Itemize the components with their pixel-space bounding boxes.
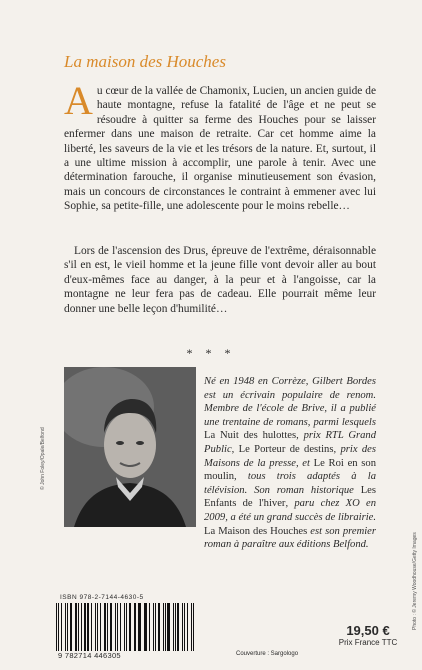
barcode-bar <box>126 603 127 651</box>
barcode-bar <box>149 603 150 651</box>
barcode-bar <box>124 603 125 651</box>
barcode-bar <box>144 603 145 651</box>
barcode <box>56 603 196 651</box>
barcode-bar <box>58 603 59 651</box>
barcode-bar <box>110 603 112 651</box>
author-portrait-icon <box>64 367 196 527</box>
price-amount: 19,50 € <box>346 623 390 638</box>
barcode-bar <box>97 603 98 651</box>
barcode-bar <box>61 603 63 651</box>
barcode-bar <box>91 603 92 651</box>
bio-text: , paru chez XO en 2009, a été un grand succès de librairie. <box>204 498 376 523</box>
barcode-bar <box>107 603 108 651</box>
barcode-bar <box>184 603 186 651</box>
bio-text: , tous trois adaptés à la télévision. Son roman historique <box>204 471 376 496</box>
price-label: Prix France TTC <box>338 638 398 647</box>
barcode-bar <box>153 603 154 651</box>
bio-book-title: Le Roi en son moulin <box>204 457 376 483</box>
barcode-bar <box>104 603 106 651</box>
barcode-bar <box>177 603 179 651</box>
barcode-bar <box>100 603 102 651</box>
barcode-bar <box>167 603 169 651</box>
barcode-bar <box>117 603 118 651</box>
barcode-bar <box>95 603 96 651</box>
cover-credit: Couverture : Sargologo <box>236 651 299 657</box>
barcode-bar <box>182 603 183 651</box>
ean-number: 9 782714 446305 <box>58 651 121 660</box>
barcode-bar <box>120 603 122 651</box>
section-separator: * * * <box>186 346 236 360</box>
author-photo <box>64 367 196 527</box>
barcode-bar <box>129 603 131 651</box>
bio-text: , prix RTL Grand Public, <box>204 430 377 455</box>
barcode-bar <box>70 603 72 651</box>
bio-text: Né en 1948 en Corrèze, Gilbert Bordes est un écrivain populaire de renom. Membre de l'école de Brive, il a publié une trentaine de romans, parmi lesquels <box>204 376 376 428</box>
barcode-bar <box>56 603 57 651</box>
barcode-bar <box>135 603 136 651</box>
barcode-bar <box>81 603 82 651</box>
summary-paragraph-1 <box>64 78 376 214</box>
barcode-bar <box>175 603 176 651</box>
bio-book-title: La Nuit des hulottes <box>204 430 297 442</box>
barcode-bar <box>87 603 89 651</box>
barcode-bar <box>145 603 147 651</box>
author-bio <box>204 375 376 552</box>
cover-photo-credit: Photo : © Jeremy Woodhouse/Getty Images <box>412 532 418 630</box>
book-title: La maison des Houches <box>64 52 226 71</box>
barcode-bar <box>67 603 68 651</box>
summary-text-1: u cœur de la vallée de Chamonix, Lucien, un ancien guide de haute montagne, refuse la fatalité de l'âge et ne peut se résoudre à quitter sa ferme des Houches pour se laisser enfermer dans une maison de retraite. Car cet homme aime la liberté, les saveurs de la vie et les trésors de la nature. Et, surtout, il a une ultime mission à accomplir, une parole à tenir. Avec une détermination farouche, il organise minutieusement son évasion, mais un concours de circonstances le contraint à emmener avec lui Sophie, sa petite-fille, une adolescente pour le moins rebelle… <box>64 85 376 213</box>
bio-book-title: Le Porteur de destins <box>238 443 334 455</box>
barcode-bar <box>165 603 166 651</box>
isbn-text: ISBN 978-2-7144-4630-5 <box>60 594 144 601</box>
photo-credit: © John Foley/Opale/Belfond <box>40 427 46 490</box>
barcode-bar <box>78 603 79 651</box>
barcode-bar <box>138 603 140 651</box>
barcode-block <box>56 594 196 666</box>
barcode-bar <box>134 603 135 651</box>
drop-cap: A <box>64 78 93 123</box>
summary-paragraph-2: Lors de l'ascension des Drus, épreuve de l'extrême, déraisonnable s'il en est, le vieil homme et la jeune fille vont devoir aller au bout d'eux-mêmes face au danger, à la peur et à l'angoisse, car la montagne ne leur fera pas de cadeau. Elle pourrait même leur donner une belle leçon d'humilité… <box>64 245 376 315</box>
barcode-bar <box>75 603 77 651</box>
barcode-bar <box>155 603 157 651</box>
barcode-bar <box>158 603 160 651</box>
bio-text: est son premier roman à paraître aux éditions Belfond. <box>204 525 377 551</box>
barcode-bar <box>84 603 86 651</box>
barcode-bar <box>191 603 192 651</box>
bio-book-title: La Maison des Houches <box>204 525 308 537</box>
barcode-bar <box>187 603 188 651</box>
barcode-bar <box>163 603 164 651</box>
barcode-bar <box>173 603 174 651</box>
barcode-bar <box>193 603 194 651</box>
bio-text: , prix des Maisons de la presse, et <box>204 443 377 469</box>
bio-book-title: Les Enfants de l'hiver <box>204 484 376 510</box>
barcode-bar <box>115 603 116 651</box>
barcode-bar <box>65 603 66 651</box>
price-block <box>334 623 402 647</box>
